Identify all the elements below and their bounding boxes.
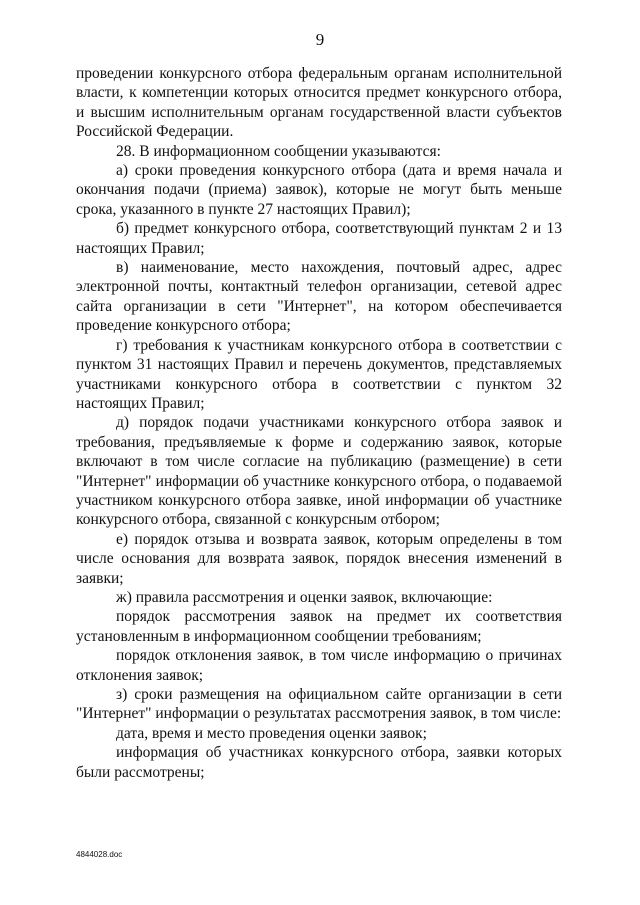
paragraph-zh: ж) правила рассмотрения и оценки заявок, включающие: xyxy=(116,588,493,606)
footer-filename: 4844028.doc xyxy=(76,850,123,859)
paragraph-z-item-2: информация об участниках конкурсного отбора, заявки которых были рассмотрены; xyxy=(76,744,562,781)
paragraph-v: в) наименование, место нахождения, почтовый адрес, адрес электронной почты, контактный телефон организации, сетевой адрес сайта организации в сети "Интернет", на котором обеспечивается проведение конкурсного отбора; xyxy=(76,259,562,335)
paragraph-e: е) порядок отзыва и возврата заявок, которым определены в том числе основания для возврата заявок, порядок внесения изменений в заявки; xyxy=(76,530,562,587)
page-number: 9 xyxy=(315,30,325,49)
paragraph-g: г) требования к участникам конкурсного отбора в соответствии с пунктом 31 настоящих Правил и перечень документов, представляемых участниками конкурсного отбора в соответствии с пунктом 32 настоящих Правил; xyxy=(76,336,562,412)
document-body xyxy=(76,64,562,782)
paragraph-a: а) сроки проведения конкурсного отбора (дата и время начала и окончания подачи (приема) заявок), которые не могут быть меньше срока, указанного в пункте 27 настоящих Правил); xyxy=(76,162,562,218)
paragraph-b: б) предмет конкурсного отбора, соответствующий пунктам 2 и 13 настоящих Правил; xyxy=(76,220,562,257)
paragraph-zh-item-2: порядок отклонения заявок, в том числе информацию о причинах отклонения заявок; xyxy=(76,647,562,684)
paragraph-continuation: проведении конкурсного отбора федеральным органам исполнительной власти, к компетенции которых относится предмет конкурсного отбора, и высшим исполнительным органам государственной власти субъектов Российской Федерации. xyxy=(76,65,562,141)
paragraph-z: з) сроки размещения на официальном сайте организации в сети "Интернет" информации о результатах рассмотрения заявок, в том числе: xyxy=(76,686,562,723)
paragraph-28: 28. В информационном сообщении указываются: xyxy=(116,142,441,160)
paragraph-zh-item-1: порядок рассмотрения заявок на предмет их соответствия установленным в информационном сообщении требованиям; xyxy=(76,608,562,645)
paragraph-d: д) порядок подачи участниками конкурсного отбора заявок и требования, предъявляемые к форме и содержанию заявок, которые включают в том числе согласие на публикацию (размещение) в сети "Интернет" информации об участнике конкурсного отбора, о подаваемой участником конкурсного отбора заявке, иной информации об участнике конкурсного отбора, связанной с конкурсным отбором; xyxy=(76,414,562,529)
paragraph-z-item-1: дата, время и место проведения оценки заявок; xyxy=(116,724,427,742)
